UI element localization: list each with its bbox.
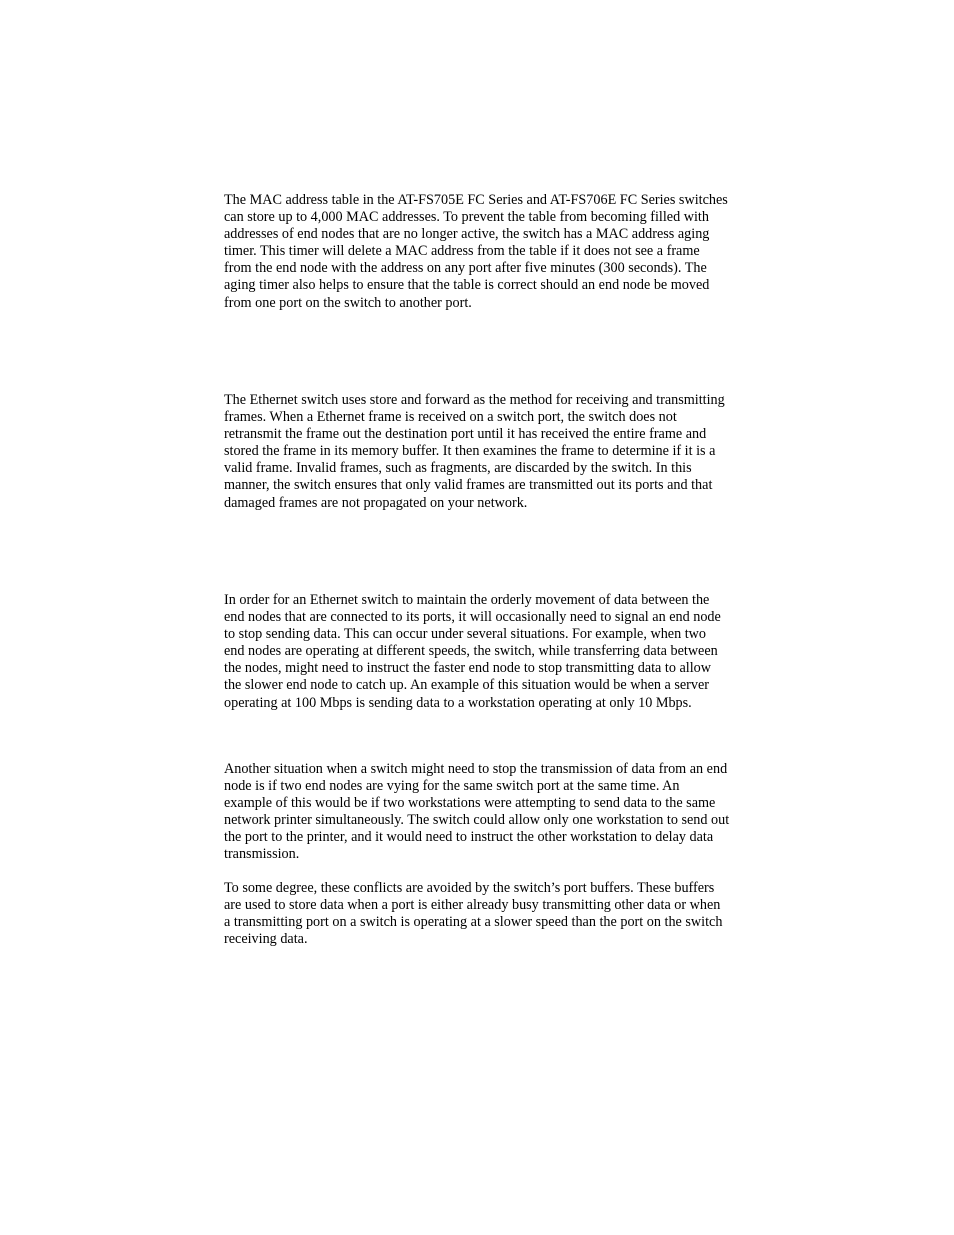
paragraph-port-buffers: To some degree, these conflicts are avoided by the switch’s port buffers. These buffers are used to store data when a port is either already busy transmitting other data or when a transmitting port on a switch is operating at a slower speed than the port on the switch receiving data.	[224, 880, 723, 948]
paragraph-store-and-forward: The Ethernet switch uses store and forward as the method for receiving and transmitting frames. When a Ethernet frame is received on a switch port, the switch does not retransmit the frame out the destination port until it has received the entire frame and stored the frame in its memory buffer. It then examines the frame to determine if it is a valid frame. Invalid frames, such as fragments, are discarded by the switch. In this manner, the switch ensures that only valid frames are transmitted out its ports and that damaged frames are not propagated on your network.	[224, 392, 725, 511]
paragraph-flow-control-speeds: In order for an Ethernet switch to maintain the orderly movement of data between the end nodes that are connected to its ports, it will occasionally need to signal an end node to stop sending data. This can occur under several situations. For example, when two end nodes are operating at different speeds, the switch, while transferring data between the nodes, might need to instruct the faster end node to stop transmitting data to allow the slower end node to catch up. An example of this situation would be when a server operating at 100 Mbps is sending data to a workstation operating at only 10 Mbps.	[224, 592, 721, 711]
paragraph-mac-address-table: The MAC address table in the AT-FS705E FC Series and AT-FS706E FC Series switches can store up to 4,000 MAC addresses. To prevent the table from becoming filled with addresses of end nodes that are no longer active, the switch has a MAC address aging timer. This timer will delete a MAC address from the table if it does not see a frame from the end node with the address on any port after five minutes (300 seconds). The aging timer also helps to ensure that the table is correct should an end node be moved from one port on the switch to another port.	[224, 192, 728, 311]
paragraph-flow-control-contention: Another situation when a switch might need to stop the transmission of data from an end node is if two end nodes are vying for the same switch port at the same time. An example of this would be if two workstations were attempting to send data to the same network printer simultaneously. The switch could allow only one workstation to send out the port to the printer, and it would need to instruct the other workstation to delay data transmission.	[224, 761, 730, 863]
